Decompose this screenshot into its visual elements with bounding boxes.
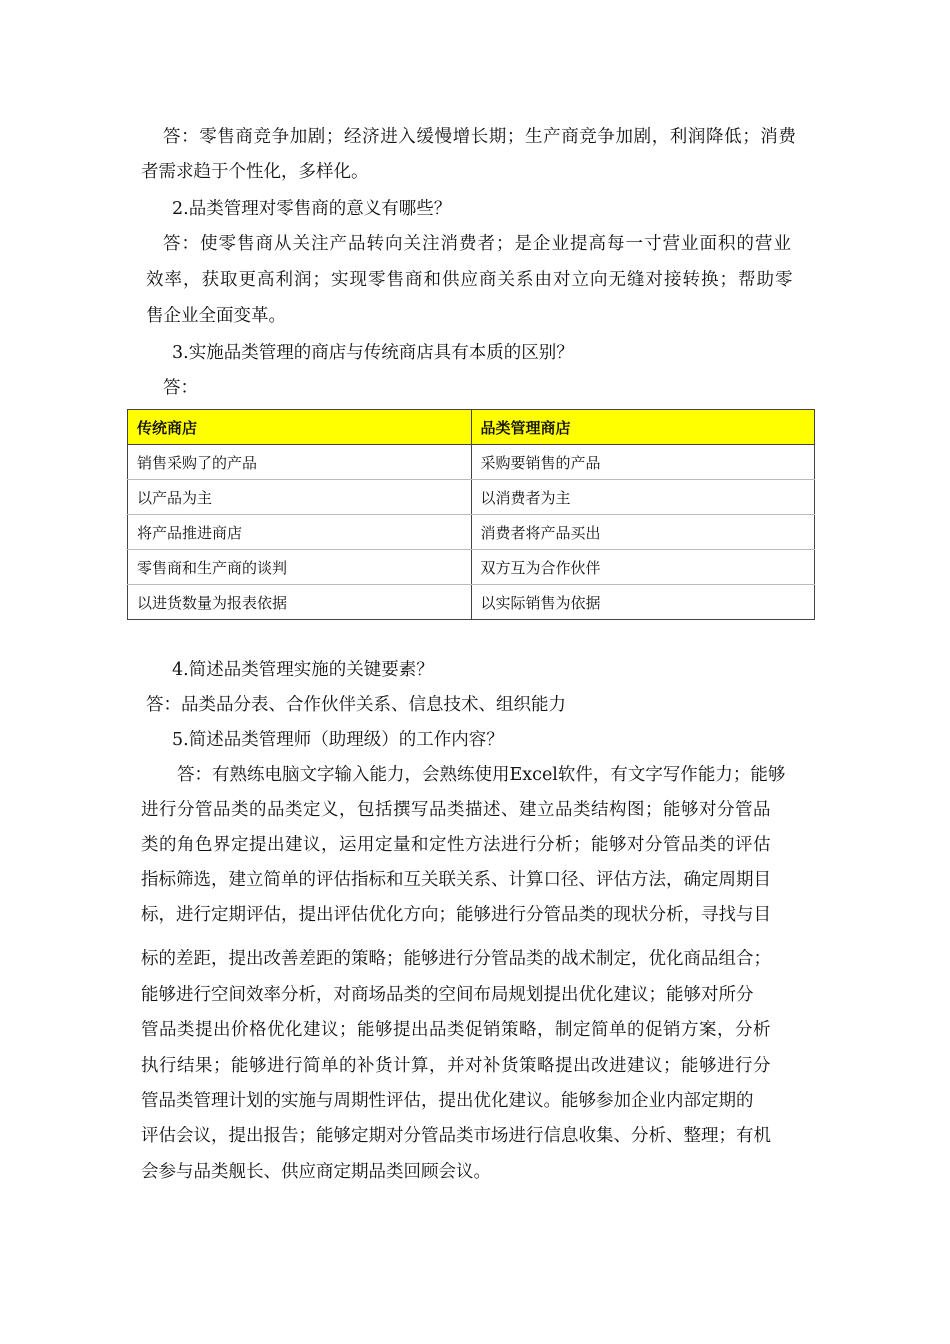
q5-answer-line-10: 管品类管理计划的实施与周期性评估，提出优化建议。能够参加企业内部定期的	[141, 1091, 754, 1111]
table-cell: 以产品为主	[128, 480, 472, 515]
q5-answer-line-7: 能够进行空间效率分析，对商场品类的空间布局规划提出优化建议；能够对所分	[141, 985, 754, 1005]
table-row	[128, 480, 815, 515]
q3-question: 3.实施品类管理的商店与传统商店具有本质的区别？	[172, 343, 574, 363]
q5-answer-line-2: 进行分管品类的品类定义，包括撰写品类描述、建立品类结构图；能够对分管品	[141, 800, 771, 820]
q2-answer-line-1: 答：使零售商从关注产品转向关注消费者；是企业提高每一寸营业面积的营业	[163, 234, 792, 254]
table-row	[128, 550, 815, 585]
table-cell: 以消费者为主	[471, 480, 815, 515]
q5-answer-line-5: 标，进行定期评估，提出评估优化方向；能够进行分管品类的现状分析，寻找与目	[141, 905, 771, 925]
table-cell: 消费者将产品买出	[471, 515, 815, 550]
q2-question: 2.品类管理对零售商的意义有哪些？	[172, 199, 452, 219]
table-cell: 以进货数量为报表依据	[128, 585, 472, 620]
q5-answer-line-1: 答：有熟练电脑文字输入能力，会熟练使用Excel软件，有文字写作能力；能够	[177, 765, 786, 785]
q2-answer-line-2: 效率，获取更高利润；实现零售商和供应商关系由对立向无缝对接转换；帮助零	[146, 270, 794, 290]
q1-answer-line-2: 者需求趋于个性化，多样化。	[141, 162, 369, 182]
q5-answer-line-8: 管品类提出价格优化建议；能够提出品类促销策略，制定简单的促销方案，分析	[141, 1020, 771, 1040]
q5-answer-line-6: 标的差距，提出改善差距的策略；能够进行分管品类的战术制定，优化商品组合；	[141, 949, 771, 969]
q5-answer-line-9: 执行结果；能够进行简单的补货计算，并对补货策略提出改进建议；能够进行分	[141, 1056, 771, 1076]
table-header-category: 品类管理商店	[471, 410, 815, 445]
q2-answer-line-3: 售企业全面变革。	[146, 306, 286, 326]
comparison-table	[127, 409, 815, 620]
table-cell: 将产品推进商店	[128, 515, 472, 550]
table-cell: 采购要销售的产品	[471, 445, 815, 480]
table-header-row	[128, 410, 815, 445]
q3-answer-label: 答：	[163, 378, 198, 398]
q5-answer-line-3: 类的角色界定提出建议，运用定量和定性方法进行分析；能够对分管品类的评估	[141, 835, 771, 855]
comparison-table-wrap	[127, 409, 815, 620]
q5-answer-line-4: 指标筛选，建立简单的评估指标和互关联关系、计算口径、评估方法，确定周期目	[141, 870, 771, 890]
q5-answer-line-11: 评估会议，提出报告；能够定期对分管品类市场进行信息收集、分析、整理；有机	[141, 1126, 771, 1146]
table-cell: 零售商和生产商的谈判	[128, 550, 472, 585]
q5-answer-line-12: 会参与品类舰长、供应商定期品类回顾会议。	[141, 1162, 491, 1182]
q5-question: 5.简述品类管理师（助理级）的工作内容？	[172, 730, 504, 750]
table-row	[128, 515, 815, 550]
table-row	[128, 585, 815, 620]
q1-answer-line-1: 答：零售商竞争加剧；经济进入缓慢增长期；生产商竞争加剧，利润降低；消费	[163, 127, 797, 147]
q4-question: 4.简述品类管理实施的关键要素？	[172, 660, 434, 680]
table-cell: 以实际销售为依据	[471, 585, 815, 620]
table-header-traditional: 传统商店	[128, 410, 472, 445]
q4-answer: 答：品类品分表、合作伙伴关系、信息技术、组织能力	[146, 695, 566, 715]
table-cell: 销售采购了的产品	[128, 445, 472, 480]
table-row	[128, 445, 815, 480]
table-cell: 双方互为合作伙伴	[471, 550, 815, 585]
